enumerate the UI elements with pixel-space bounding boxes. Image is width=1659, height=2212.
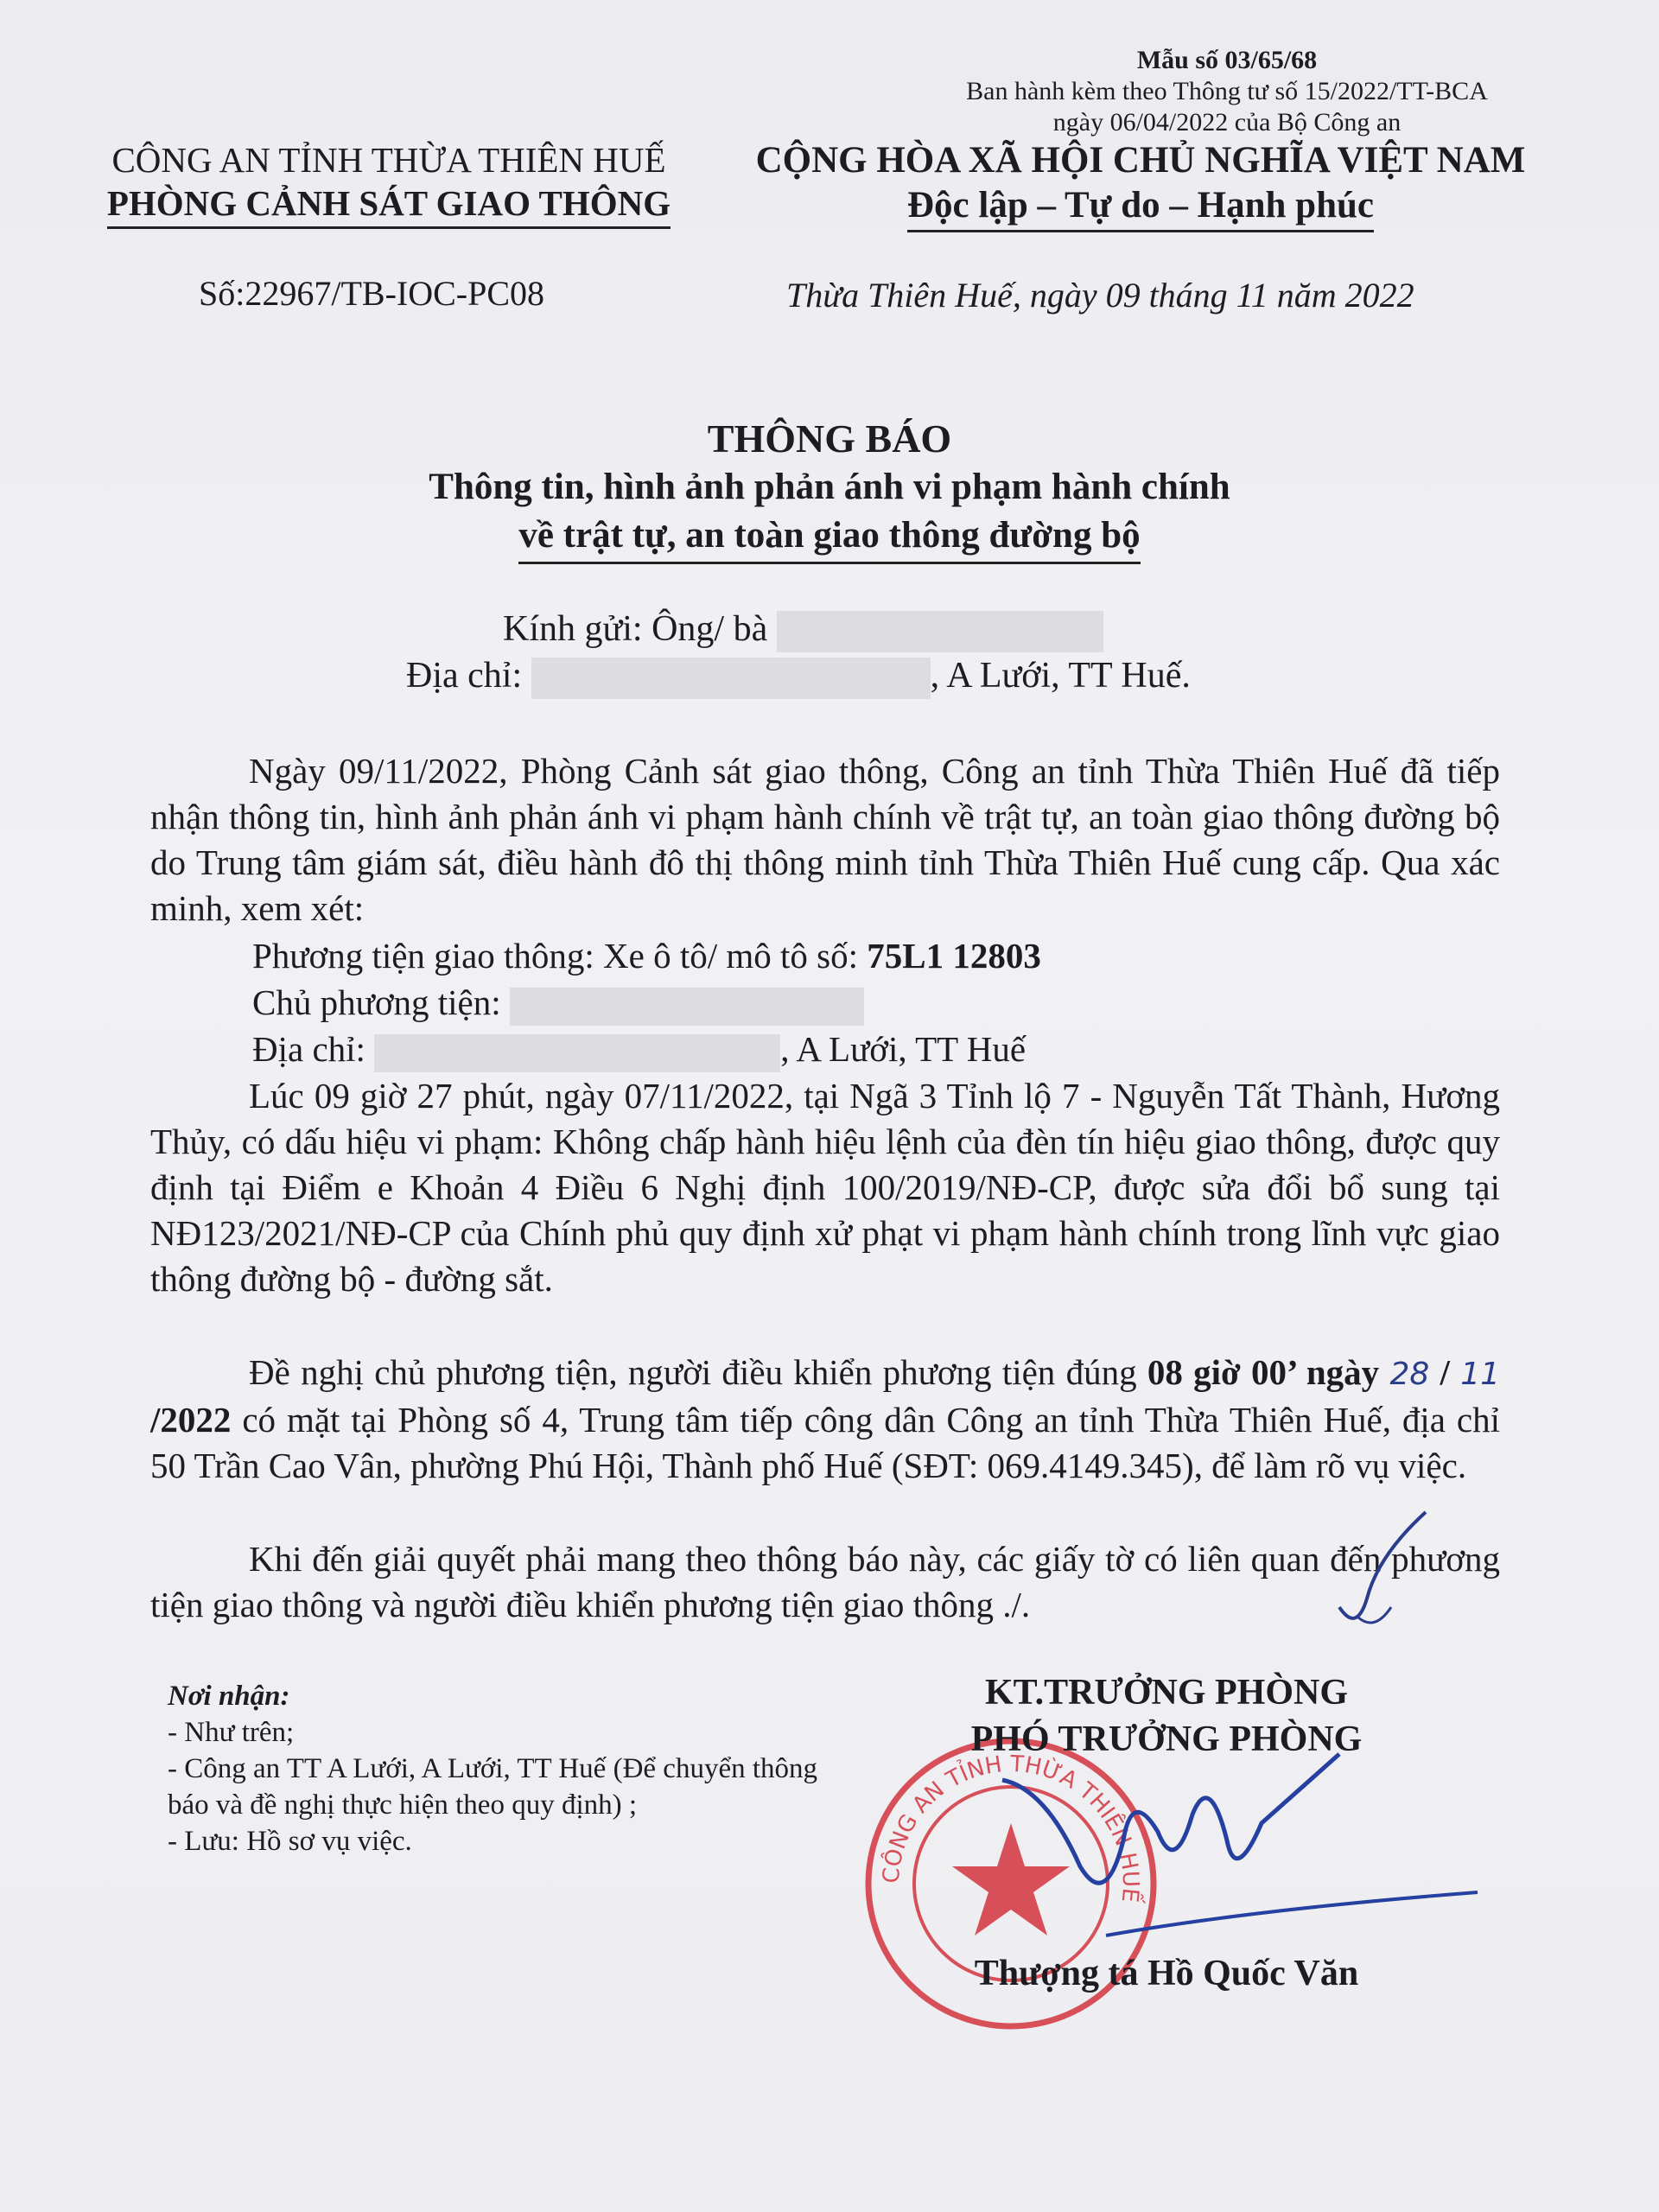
recipient-item: - Công an TT A Lưới, A Lưới, TT Huế (Để chuyển thông báo và đề nghị thực hiện theo quy định) ; (168, 1753, 818, 1821)
recipients-block (168, 1678, 824, 1859)
document-number: Số:22967/TB-IOC-PC08 (199, 274, 545, 313)
signer-name: Thượng tá Hồ Quốc Văn (974, 1954, 1359, 1993)
national-title (726, 138, 1555, 232)
title-sub1: Thông tin, hình ảnh phản ánh vi phạm hành chính (429, 467, 1230, 507)
redacted-name (777, 611, 1103, 652)
vehicle-line (252, 935, 1041, 976)
redacted-address (531, 658, 931, 699)
form-issued-line2: ngày 06/04/2022 của Bộ Công an (1052, 108, 1402, 137)
address-label: Địa chỉ: (406, 656, 523, 696)
owner-address-line (252, 1028, 1026, 1072)
title-main: THÔNG BÁO (707, 416, 952, 461)
owner-label: Chủ phương tiện: (252, 982, 501, 1022)
redacted-owner-address (374, 1034, 780, 1072)
paragraph-violation: Lúc 09 giờ 27 phút, ngày 07/11/2022, tại Ngã 3 Tỉnh lộ 7 - Nguyễn Tất Thành, Hương Thủy, có dấu hiệu vi phạm: Không chấp hành hiệu lệnh của đèn tín hiệu giao thông, được quy định tại Điểm e Khoản 4 Điều 6 Nghị định 100/2019/NĐ-CP, được sửa đổi bổ sung tại NĐ123/2021/NĐ-CP của Chính phủ quy định xử phạt vi phạm hành chính trong lĩnh vực giao thông đường bộ - đường sắt. (150, 1076, 1500, 1299)
recipients-title: Nơi nhận: (168, 1681, 290, 1712)
addressee-address (406, 655, 1191, 699)
recipient-item: - Lưu: Hồ sơ vụ việc. (168, 1826, 412, 1857)
summons-text-a: Đề nghị chủ phương tiện, người điều khiển phương tiện đúng (249, 1352, 1137, 1392)
form-number: Mẫu số 03/65/68 (1136, 46, 1318, 74)
summons-date-sep: / (1440, 1352, 1450, 1392)
handwritten-signature (976, 1737, 1495, 1979)
agency-line2: PHÒNG CẢNH SÁT GIAO THÔNG (107, 181, 671, 229)
paragraph-summons (150, 1350, 1500, 1489)
recipient-item: - Như trên; (168, 1717, 295, 1748)
summons-day-handwritten: 28 (1389, 1357, 1430, 1392)
addressee-label: Kính gửi: Ông/ bà (503, 609, 768, 649)
agency-line1: CÔNG AN TỈNH THỪA THIÊN HUẾ (111, 140, 666, 180)
paragraph-instructions: Khi đến giải quyết phải mang theo thông báo này, các giấy tờ có liên quan đến phương tiện giao thông và người điều khiển phương tiện giao thông ./. (150, 1539, 1500, 1624)
form-reference (916, 45, 1538, 138)
redacted-owner (510, 988, 864, 1026)
document-date: Thừa Thiên Huế, ngày 09 tháng 11 năm 2022 (786, 276, 1414, 315)
form-issued-line1: Ban hành kèm theo Thông tư số 15/2022/TT-BCA (966, 77, 1488, 105)
address-suffix: , A Lưới, TT Huế. (930, 656, 1191, 696)
vehicle-plate: 75L1 12803 (867, 936, 1041, 976)
paragraph-receipt: Ngày 09/11/2022, Phòng Cảnh sát giao thông, Công an tỉnh Thừa Thiên Huế đã tiếp nhận thông tin, hình ảnh phản ánh vi phạm hành chính về trật tự, an toàn giao thông đường bộ do Trung tâm giám sát, điều hành đô thị thông minh tỉnh Thừa Thiên Huế cung cấp. Qua xác minh, xem xét: (150, 751, 1500, 928)
nation-motto: Độc lập – Tự do – Hạnh phúc (907, 183, 1374, 232)
addressee-line (503, 608, 1103, 652)
issuing-agency (78, 138, 700, 229)
owner-address-suffix: , A Lưới, TT Huế (780, 1029, 1027, 1069)
summons-year: /2022 (150, 1400, 232, 1440)
title-sub2: về trật tự, an toàn giao thông đường bộ (518, 512, 1140, 564)
signature-line1: KT.TRƯỞNG PHÒNG (985, 1673, 1348, 1713)
summons-time: 08 giờ 00’ ngày (1147, 1352, 1380, 1392)
vehicle-label: Phương tiện giao thông: Xe ô tô/ mô tô số: (252, 936, 859, 976)
owner-address-label: Địa chỉ: (252, 1029, 365, 1069)
owner-line (252, 982, 864, 1026)
nation-line1: CỘNG HÒA XÃ HỘI CHỦ NGHĨA VIỆT NAM (755, 140, 1526, 181)
summons-month-handwritten: 11 (1460, 1357, 1501, 1392)
signature-line2: PHÓ TRƯỞNG PHÒNG (970, 1719, 1363, 1759)
summons-text-b: có mặt tại Phòng số 4, Trung tâm tiếp công dân Công an tỉnh Thừa Thiên Huế, địa chỉ 50 Trần Cao Vân, phường Phú Hội, Thành phố Huế (SĐT: 069.4149.345), để làm rõ vụ việc. (150, 1400, 1501, 1485)
handwritten-check-mark (1331, 1503, 1434, 1642)
document-title (259, 415, 1400, 564)
stamp-ring-text: CÔNG AN TỈNH THỪA THIÊN HUẾ (878, 1751, 1144, 1904)
